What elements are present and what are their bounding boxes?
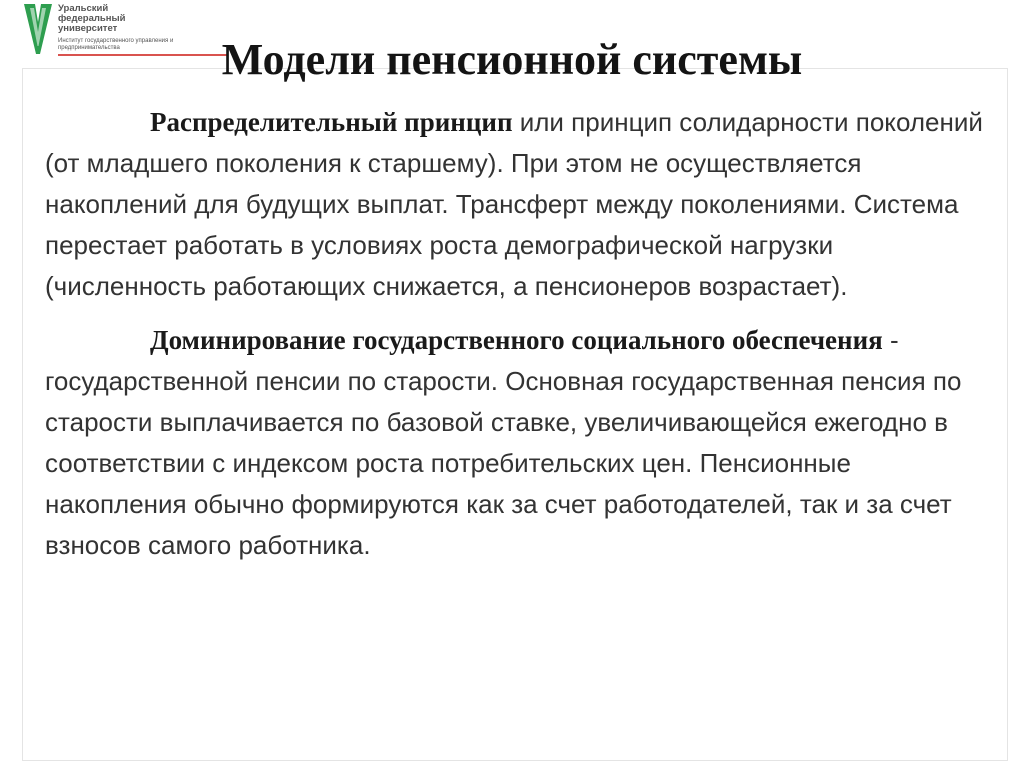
slide-body xyxy=(45,102,985,566)
paragraph-distribution-principle xyxy=(45,102,985,307)
paragraph-text: или принцип солидарности поколений (от младшего поколения к старшему). При этом не осуществляется накоплений для будущих выплат. Трансферт между поколениями. Система перестает работать в условиях роста демографической нагрузки (численность работающих снижается, а пенсионеров возрастает). xyxy=(45,107,983,301)
logo-institute-name: Институт государственного управления и предпринимательства xyxy=(58,38,174,51)
paragraph-lead: Доминирование государственного социального обеспечения xyxy=(150,325,883,355)
paragraph-state-provision xyxy=(45,320,985,566)
logo-university-name: Уральский федеральный университет xyxy=(58,3,126,34)
slide-title: Модели пенсионной системы xyxy=(221,35,803,84)
paragraph-lead: Распределительный принцип xyxy=(150,107,513,137)
paragraph-text: - государственной пенсии по старости. Основная государственная пенсия по старости выплачивается по базовой ставке, увеличивающейся ежегодно в соответствии с индексом роста потребительских цен. Пенсионные накопления обычно формируются как за счет работодателей, так и за счет взносов самого работника. xyxy=(45,325,962,560)
